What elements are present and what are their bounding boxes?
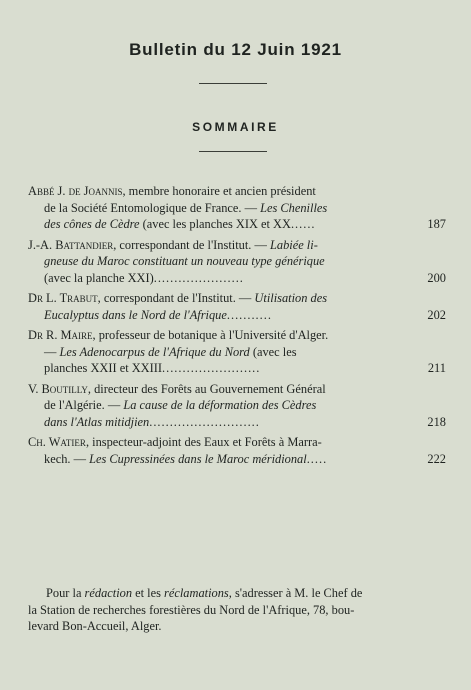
page-number: 218 [427, 414, 446, 429]
page-number: 211 [427, 361, 446, 375]
entry-author: Abbé J. de Joannis [28, 184, 123, 198]
entry-text: de la Société Entomologique de France. — [44, 200, 261, 215]
leader-dots: ..... [306, 451, 328, 466]
entry-title: des cônes de Cèdre [44, 217, 140, 231]
entry-text: , membre honoraire et ancien président [122, 184, 316, 198]
entry-author: Dr L. Trabut [28, 291, 98, 305]
entry-text: , professeur de botanique à l'Université d'Alger. [92, 328, 329, 342]
footer-text: la Station de recherches forestières du Nord de l'Afrique, 78, bou- [28, 602, 355, 617]
entry-title: Eucalyptus dans le Nord de l'Afrique [44, 307, 227, 322]
entry-text: , correspondant de l'Institut. — [113, 237, 270, 252]
table-of-contents [28, 183, 446, 471]
entry-author: Dr R. Maire [28, 328, 93, 342]
section-heading: SOMMAIRE [192, 120, 279, 134]
toc-entry [28, 434, 446, 467]
entry-author: V. Boutilly [28, 381, 88, 396]
footer-note [28, 585, 446, 635]
entry-title: Les Cupressinées dans le Maroc méridional [89, 451, 307, 466]
leader-dots: ...... [290, 217, 316, 231]
entry-title: Les Adenocarpus de l'Afrique du Nord [59, 344, 250, 359]
bulletin-title: Bulletin du 12 Juin 1921 [129, 40, 342, 59]
entry-text: (avec la planche XXI) [44, 270, 154, 285]
entry-text: de l'Algérie. — [44, 398, 124, 412]
leader-dots: ...................... [153, 270, 244, 285]
entry-author: J.-A. Battandier [28, 237, 114, 252]
footer-text: Pour la [46, 586, 85, 600]
toc-entry [28, 381, 446, 431]
page-number: 187 [427, 217, 446, 231]
divider [199, 151, 267, 152]
page-number: 222 [427, 451, 446, 466]
leader-dots: ........... [226, 307, 272, 322]
footer-text: levard Bon-Accueil, Alger. [28, 619, 162, 633]
entry-text: planches XXII et XXIII [44, 361, 163, 375]
footer-text: et les [132, 586, 165, 600]
entry-text: (avec les [249, 344, 297, 359]
leader-dots: ........................ [162, 361, 261, 375]
entry-title: Utilisation des [254, 291, 328, 305]
entry-title: Labiée li- [269, 237, 318, 252]
entry-text: kech. — [44, 451, 90, 466]
entry-text: (avec les planches XIX et XX [139, 217, 291, 231]
page-number: 202 [427, 307, 446, 322]
entry-title: dans l'Atlas mitidjien [44, 414, 150, 429]
footer-text: rédaction [84, 586, 133, 600]
entry-author: Ch. Watier [28, 435, 86, 449]
footer-text: réclamations [164, 586, 229, 600]
entry-text: , inspecteur-adjoint des Eaux et Forêts à Marra- [85, 435, 322, 449]
entry-text: , correspondant de l'Institut. — [97, 291, 255, 305]
leader-dots: ........................... [149, 414, 260, 429]
footer-text: , s'adresser à M. le Chef de [228, 586, 363, 600]
page-number: 200 [427, 270, 446, 285]
entry-title: gneuse du Maroc constituant un nouveau type générique [44, 254, 325, 268]
divider [199, 83, 267, 84]
entry-text: , directeur des Forêts au Gouvernement Général [87, 381, 326, 396]
toc-entry [28, 183, 446, 233]
toc-entry [28, 290, 446, 323]
toc-entry [28, 327, 446, 377]
toc-entry [28, 237, 446, 287]
entry-title: La cause de la déformation des Cèdres [123, 398, 317, 412]
entry-title: Les Chenilles [260, 200, 328, 215]
entry-text: — [44, 344, 60, 359]
